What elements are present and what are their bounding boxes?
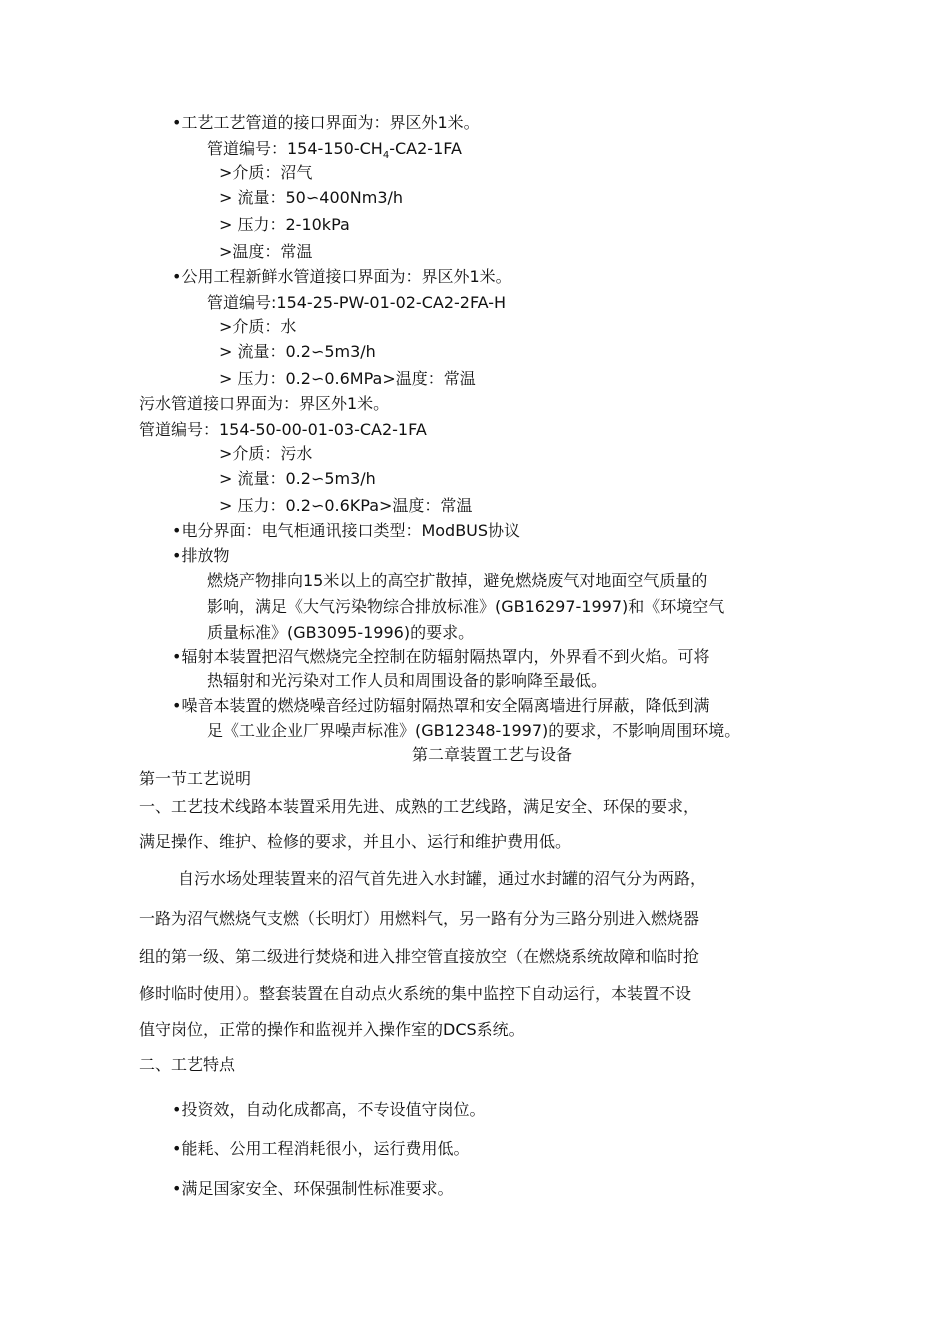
process-pipe-medium: >介质：沼气: [219, 163, 313, 182]
emission-line: 燃烧产物排向15米以上的高空扩散掉，避免燃烧废气对地面空气质量的: [207, 571, 708, 590]
emission-heading: •排放物: [172, 546, 230, 565]
chapter-title: 第二章装置工艺与设备: [412, 745, 573, 764]
process-pipe-flow: > 流量：50∽400Nm3/h: [219, 188, 404, 207]
water-pipe-number: 管道编号:154-25-PW-01-02-CA2-2FA-H: [207, 293, 507, 312]
electric-interface: •电分界面：电气柜通讯接口类型：ModBUS协议: [172, 521, 521, 540]
feature-item: •投资效，自动化成都高，不专设值守岗位。: [172, 1100, 486, 1119]
process-pipe-interface: •工艺工艺管道的接口界面为：界区外1米。: [172, 113, 480, 132]
water-pipe-interface: •公用工程新鲜水管道接口界面为：界区外1米。: [172, 267, 512, 286]
sewage-pipe-number: 管道编号：154-50-00-01-03-CA2-1FA: [139, 420, 427, 439]
description-line: 自污水场处理装置来的沼气首先进入水封罐，通过水封罐的沼气分为两路，: [178, 869, 707, 888]
water-pipe-flow: > 流量：0.2∽5m3/h: [219, 342, 376, 361]
process-pipe-pressure: > 压力：2-10kPa: [219, 215, 350, 234]
water-pipe-medium: >介质：水: [219, 317, 297, 336]
noise-line: •噪音本装置的燃烧噪音经过防辐射隔热罩和安全隔离墙进行屏蔽，降低到满: [172, 696, 710, 715]
radiation-line: 热辐射和光污染对工作人员和周围设备的影响降至最低。: [207, 671, 608, 690]
feature-item: •能耗、公用工程消耗很小，运行费用低。: [172, 1139, 470, 1158]
sewage-pipe-flow: > 流量：0.2∽5m3/h: [219, 469, 376, 488]
feature-item: •满足国家安全、环保强制性标准要求。: [172, 1179, 454, 1198]
emission-line: 影响，满足《大气污染物综合排放标准》(GB16297-1997)和《环境空气: [207, 597, 725, 616]
sewage-pipe-pressure-temp: > 压力：0.2∽0.6KPa>温度：常温: [219, 496, 473, 515]
section-title: 第一节工艺说明: [139, 769, 252, 788]
sewage-pipe-interface: 污水管道接口界面为：界区外1米。: [139, 394, 390, 413]
sewage-pipe-medium: >介质：污水: [219, 444, 313, 463]
noise-line: 足《工业企业厂界噪声标准》(GB12348-1997)的要求，不影响周围环境。: [207, 721, 741, 740]
description-line: 修时临时使用）。整套装置在自动点火系统的集中监控下自动运行，本装置不设: [139, 984, 692, 1003]
water-pipe-pressure-temp: > 压力：0.2∽0.6MPa>温度：常温: [219, 369, 476, 388]
process-pipe-temperature: >温度：常温: [219, 242, 313, 261]
route-line: 一、工艺技术线路本装置采用先进、成熟的工艺线路，满足安全、环保的要求，: [139, 797, 700, 816]
description-line: 值守岗位，正常的操作和监视并入操作室的DCS系统。: [139, 1020, 525, 1039]
process-pipe-number: 管道编号：$154-150-CH_4-CA2-1FA$: [207, 139, 462, 162]
description-line: 组的第一级、第二级进行焚烧和进入排空管直接放空（在燃烧系统故障和临时抢: [139, 947, 700, 966]
route-line: 满足操作、维护、检修的要求，并且小、运行和维护费用低。: [139, 832, 572, 851]
features-title: 二、工艺特点: [139, 1055, 236, 1074]
emission-line: 质量标准》(GB3095-1996)的要求。: [207, 623, 475, 642]
description-line: 一路为沼气燃烧气支燃（长明灯）用燃料气，另一路有分为三路分别进入燃烧器: [139, 909, 700, 928]
radiation-line: •辐射本装置把沼气燃烧完全控制在防辐射隔热罩内，外界看不到火焰。可将: [172, 647, 710, 666]
